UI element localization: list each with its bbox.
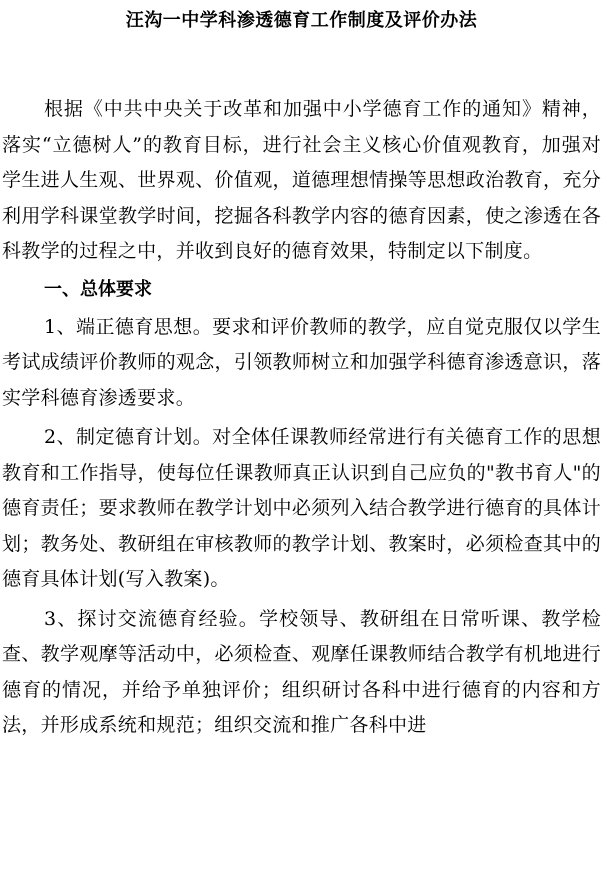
intro-paragraph: 根据《中共中央关于改革和加强中小学德育工作的通知》精神，落实“立德树人”的教育目标，进行社会主义核心价值观教育，加强对学生进人生观、世界观、价值观，道德理想情操等思想政治教育，充分利用学科课堂教学时间，挖掘各科教学内容的德育因素，使之渗透在各科教学的过程之中，并收到良好的德育效果，特制定以下制度。 <box>2 98 601 262</box>
item-2-paragraph: 2、制定德育计划。对全体任课教师经常进行有关德育工作的思想教育和工作指导，使每位任课教师真正认识到自己应负的"教书育人"的德育责任；要求教师在教学计划中必须列入结合教学进行德育的具体计划；教务处、教研组在审核教师的教学计划、教案时，必须检查其中的德育具体计划(写入教案)。 <box>2 426 601 590</box>
document-title: 汪沟一中学科渗透德育工作制度及评价办法 <box>125 10 478 31</box>
item-1-paragraph: 1、端正德育思想。要求和评价教师的教学，应自觉克服仅以学生考试成绩评价教师的观念，引领教师树立和加强学科德育渗透意识，落实学科德育渗透要求。 <box>2 315 601 409</box>
section-heading-overall-requirements: 一、总体要求 <box>44 278 152 300</box>
item-3-paragraph: 3、探讨交流德育经验。学校领导、教研组在日常听课、教学检查、教学观摩等活动中，必须检查、观摩任课教师结合教学有机地进行德育的情况，并给予单独评价；组织研讨各科中进行德育的内容和方法，并形成系统和规范；组织交流和推广各科中进 <box>2 607 601 736</box>
document-body <box>2 92 601 744</box>
